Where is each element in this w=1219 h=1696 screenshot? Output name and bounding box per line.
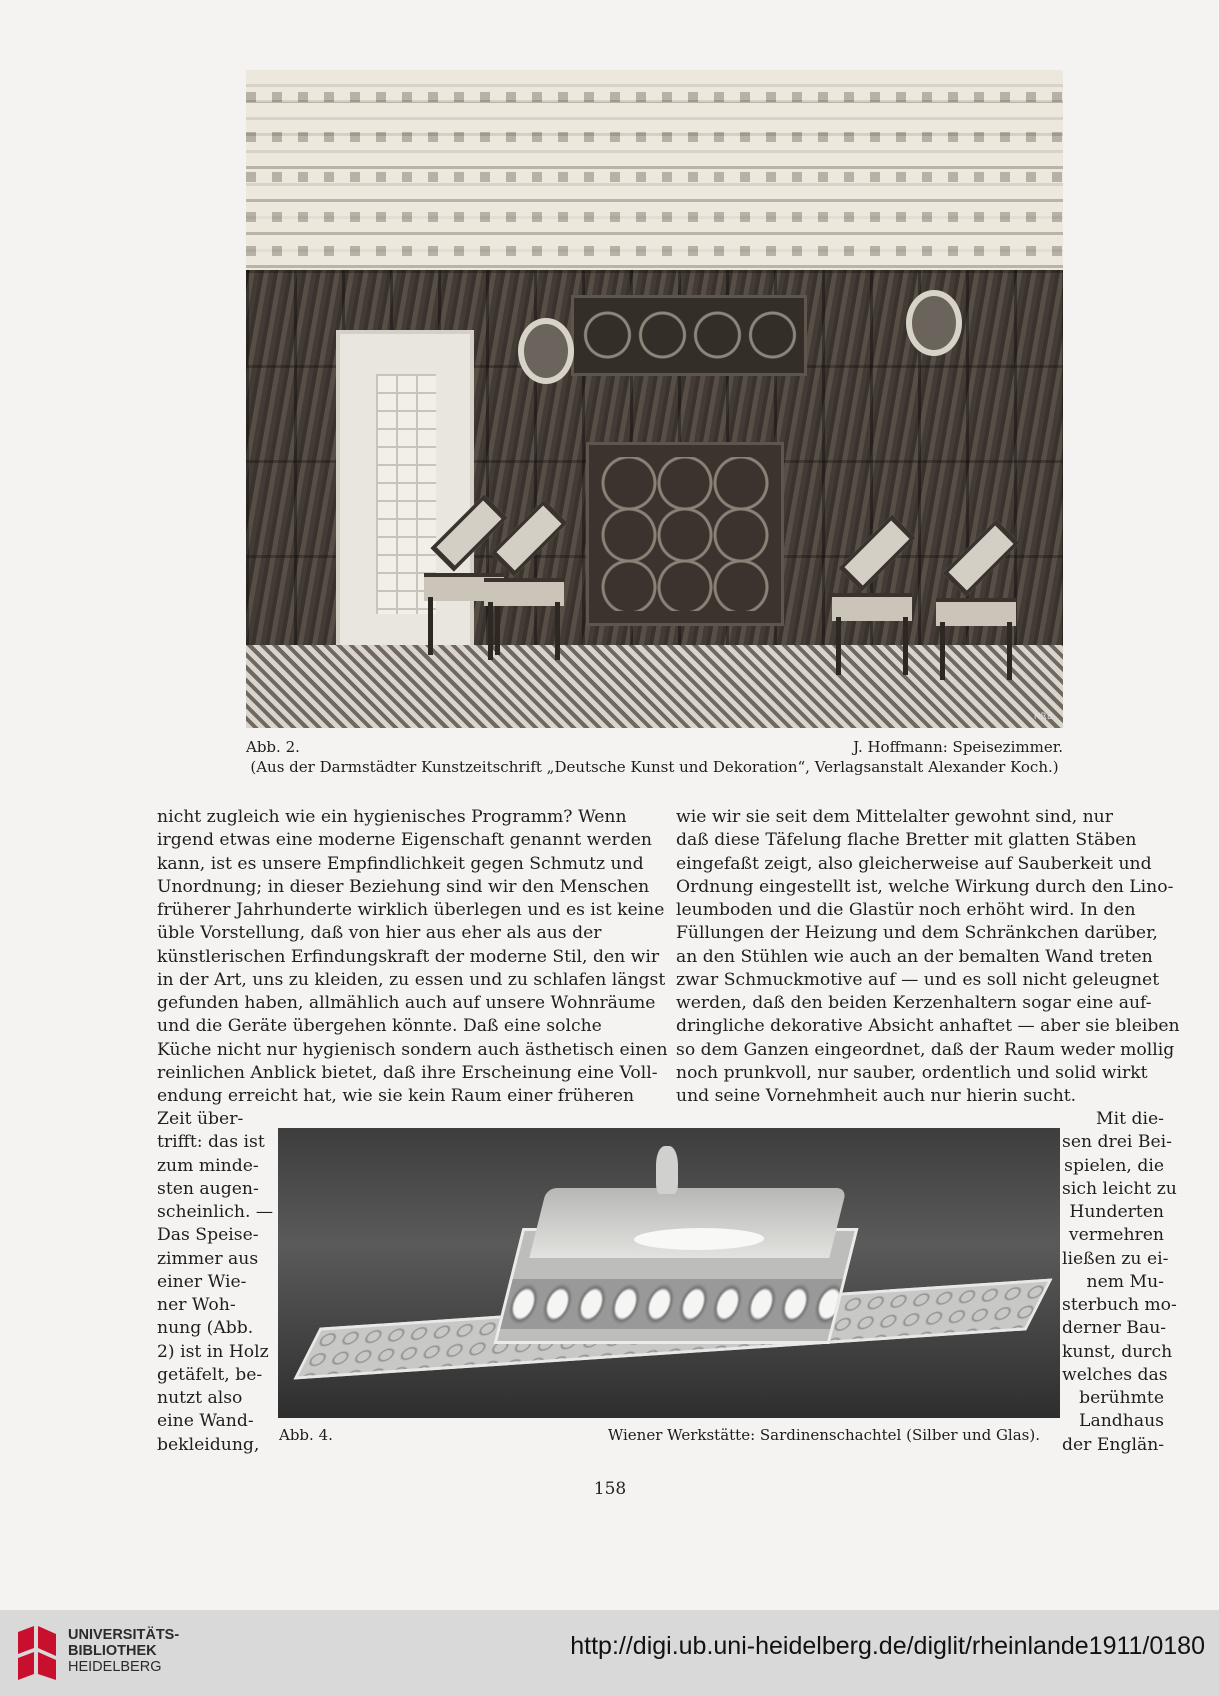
library-name-line: UNIVERSITÄTS- (68, 1627, 180, 1643)
photographer-monogram: NRB (1033, 712, 1053, 722)
text-line: scheinlich. — (157, 1202, 274, 1222)
heater-cabinet (586, 442, 784, 626)
text-line: daß diese Täfelung flache Bretter mit glatten Stäben (676, 830, 1137, 851)
text-line: irgend etwas eine moderne Eigenschaft genannt werden (157, 830, 652, 851)
text-line: werden, daß den beiden Kerzenhaltern sogar eine auf- (676, 993, 1152, 1013)
library-name (68, 1627, 179, 1675)
chair (936, 520, 1016, 680)
text-line: nung (Abb. (157, 1318, 254, 1339)
text-line: und die Geräte übergehen könnte. Daß eine solche (157, 1016, 602, 1037)
text-line: künstlerischen Erfindungskraft der moderne Stil, den wir (157, 946, 660, 967)
permalink-url[interactable]: http://digi.ub.uni-heidelberg.de/diglit/rheinlande1911/0180 (570, 1632, 1205, 1660)
left-narrow-text (157, 1108, 273, 1457)
text-line: sich leicht zu (1062, 1178, 1177, 1199)
logo-shapes (18, 1626, 56, 1680)
text-line: 2) ist in Holz (157, 1341, 269, 1362)
text-line: Das Speise- (157, 1225, 259, 1246)
text-line: derner Bau- (1062, 1318, 1167, 1339)
text-line: zimmer aus (157, 1248, 259, 1269)
library-name-line: HEIDELBERG (68, 1659, 162, 1675)
text-line: welches das (1062, 1364, 1168, 1385)
text-line: sen drei Bei- (1062, 1132, 1172, 1153)
text-line: früherer Jahrhunderte wirklich überlegen und es ist keine (157, 900, 665, 920)
text-line: sten augen- (157, 1178, 259, 1199)
wall-cabinet (571, 295, 807, 376)
text-line: einer Wie- (157, 1271, 247, 1292)
text-line: vermehren (1068, 1225, 1164, 1246)
text-line: der Englän- (1062, 1434, 1165, 1455)
text-line: reinlichen Anblick bietet, daß ihre Erscheinung eine Voll- (157, 1062, 658, 1083)
text-line: Hunderten (1069, 1202, 1164, 1222)
lid-knob (656, 1146, 678, 1194)
text-line: kann, ist es unsere Empfindlichkeit gegen Schmutz und (157, 853, 644, 874)
candle-mirror-right (906, 290, 962, 356)
text-line: dringliche dekorative Absicht anhaftet — aber sie bleiben (676, 1016, 1180, 1037)
candle-mirror-left (518, 318, 574, 384)
text-line: so dem Ganzen eingeordnet, daß der Raum weder mollig (676, 1039, 1175, 1060)
text-line: zum minde- (157, 1155, 259, 1176)
figure2-title: J. Hoffmann: Speisezimmer. (853, 738, 1063, 756)
text-line: gefunden haben, allmählich auch auf unsere Wohnräume (157, 993, 656, 1013)
text-line: eingefaßt zeigt, also gleicherweise auf Sauberkeit und (676, 853, 1152, 874)
text-line: Füllungen der Heizung und dem Schränkchen darüber, (676, 923, 1158, 944)
text-line: nicht zugleich wie ein hygienisches Programm? Wenn (157, 807, 627, 827)
text-line: zwar Schmuckmotive auf — und es soll nicht geleugnet (676, 969, 1160, 990)
box-lid (529, 1188, 846, 1258)
sardine-box-photo (278, 1128, 1060, 1418)
text-line: bekleidung, (157, 1434, 260, 1455)
library-logo-icon (14, 1624, 60, 1682)
left-column-text (157, 806, 668, 1108)
dining-room-photo (246, 70, 1063, 728)
text-line: Mit die- (1096, 1109, 1164, 1129)
ceiling-frieze (246, 70, 1063, 270)
right-column-text (676, 806, 1180, 1108)
text-line: Ordnung eingestellt ist, welche Wirkung durch den Lino- (676, 876, 1174, 897)
figure2-label: Abb. 2. (246, 738, 300, 756)
figure4-label: Abb. 4. (279, 1426, 333, 1444)
text-line: spielen, die (1064, 1155, 1164, 1176)
figure4-title: Wiener Werkstätte: Sardinenschachtel (Silber und Glas). (607, 1426, 1040, 1444)
text-line: sterbuch mo- (1062, 1295, 1177, 1315)
text-line: Küche nicht nur hygienisch sondern auch ästhetisch einen (157, 1039, 668, 1060)
text-line: ner Woh- (157, 1295, 236, 1315)
text-line: wie wir sie seit dem Mittelalter gewohnt sind, nur (676, 807, 1113, 827)
text-line: Zeit über- (157, 1109, 244, 1129)
text-line: an den Stühlen wie auch an der bemalten Wand treten (676, 946, 1153, 967)
figure2-source: (Aus der Darmstädter Kunstzeitschrift „Deutsche Kunst und Dekoration“, Verlagsanstalt Alexander Koch.) (250, 758, 1059, 776)
text-line: leumboden und die Glastür noch erhöht wird. In den (676, 900, 1136, 920)
text-line: endung erreicht hat, wie sie kein Raum einer früheren (157, 1086, 635, 1106)
chair (484, 500, 564, 660)
text-line: ließen zu ei- (1062, 1248, 1169, 1269)
page-number: 158 (593, 1479, 627, 1499)
right-narrow-text (1062, 1108, 1177, 1457)
text-line: berühmte (1079, 1388, 1164, 1408)
chair (832, 515, 912, 675)
footer-bar (0, 1610, 1219, 1696)
text-line: kunst, durch (1062, 1341, 1173, 1362)
text-line: trifft: das ist (157, 1132, 265, 1153)
text-line: Unordnung; in dieser Beziehung sind wir den Menschen (157, 876, 650, 897)
text-line: getäfelt, be- (157, 1364, 263, 1385)
text-line: Landhaus (1079, 1411, 1164, 1432)
text-line: nem Mu- (1086, 1271, 1164, 1292)
text-line: noch prunkvoll, nur sauber, ordentlich und solid wirkt (676, 1062, 1148, 1083)
text-line: in der Art, uns zu kleiden, zu essen und zu schlafen längst (157, 969, 666, 990)
text-line: eine Wand- (157, 1411, 254, 1432)
text-line: üble Vorstellung, daß von hier aus eher als aus der (157, 923, 602, 944)
text-line: nutzt also (157, 1388, 243, 1408)
text-line: und seine Vornehmheit auch nur hierin sucht. (676, 1086, 1077, 1106)
library-name-line: BIBLIOTHEK (68, 1643, 157, 1659)
